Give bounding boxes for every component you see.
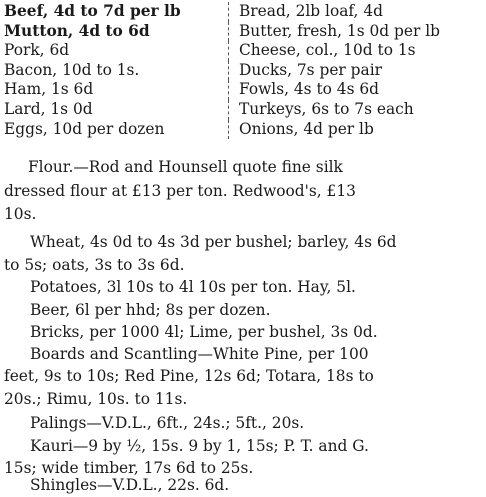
- price-row: [4, 100, 482, 120]
- price-left: Pork, 6d: [4, 41, 70, 60]
- potatoes-paragraph: Potatoes, 3l 10s to 4l 10s per ton. Hay, 5l.: [30, 278, 356, 296]
- price-left: Eggs, 10d per dozen: [4, 119, 165, 138]
- price-row: [4, 61, 482, 81]
- boards-paragraph-line-2: feet, 9s to 10s; Red Pine, 12s 6d; Totara, 18s to: [4, 367, 374, 385]
- boards-paragraph-line-1: Boards and Scantling—White Pine, per 100: [30, 345, 369, 363]
- price-row: [4, 80, 482, 100]
- price-left: Beef, 4d to 7d per lb: [4, 2, 181, 20]
- price-row: [4, 22, 482, 42]
- wheat-paragraph-line-2: to 5s; oats, 3s to 3s 6d.: [4, 256, 185, 274]
- price-left: Ham, 1s 6d: [4, 80, 94, 99]
- price-right: Bread, 2lb loaf, 4d: [229, 2, 483, 22]
- price-right: Onions, 4d per lb: [229, 120, 483, 140]
- price-right: Fowls, 4s to 4s 6d: [229, 80, 483, 100]
- price-row: [4, 2, 482, 22]
- price-right: Ducks, 7s per pair: [229, 61, 483, 81]
- price-list-table: [4, 2, 482, 139]
- shingles-paragraph: Shingles—V.D.L., 22s. 6d.: [30, 476, 230, 494]
- price-left: Bacon, 10d to 1s.: [4, 60, 140, 79]
- boards-paragraph-line-3: 20s.; Rimu, 10s. to 11s.: [4, 390, 188, 408]
- bricks-paragraph: Bricks, per 1000 4l; Lime, per bushel, 3s 0d.: [30, 323, 378, 341]
- flour-paragraph-line-2: dressed flour at £13 per ton. Redwood's, £13: [4, 182, 356, 200]
- flour-paragraph-line-3: 10s.: [4, 205, 37, 223]
- price-right: Turkeys, 6s to 7s each: [229, 100, 483, 120]
- kauri-paragraph-line-1: Kauri—9 by ½, 15s. 9 by 1, 15s; P. T. and G.: [30, 437, 369, 455]
- price-left: Mutton, 4d to 6d: [4, 21, 150, 40]
- kauri-paragraph-line-2: 15s; wide timber, 17s 6d to 25s.: [4, 459, 254, 477]
- price-row: [4, 120, 482, 140]
- beer-paragraph: Beer, 6l per hhd; 8s per dozen.: [30, 301, 271, 319]
- price-row: [4, 41, 482, 61]
- price-list-body: [4, 2, 482, 139]
- price-right: Butter, fresh, 1s 0d per lb: [229, 22, 483, 42]
- price-right: Cheese, col., 10d to 1s: [229, 41, 483, 61]
- wheat-paragraph-line-1: Wheat, 4s 0d to 4s 3d per bushel; barley, 4s 6d: [30, 233, 397, 251]
- flour-paragraph-line-1: Flour.—Rod and Hounsell quote fine silk: [28, 158, 343, 176]
- palings-paragraph: Palings—V.D.L., 6ft., 24s.; 5ft., 20s.: [30, 414, 305, 432]
- price-left: Lard, 1s 0d: [4, 99, 93, 118]
